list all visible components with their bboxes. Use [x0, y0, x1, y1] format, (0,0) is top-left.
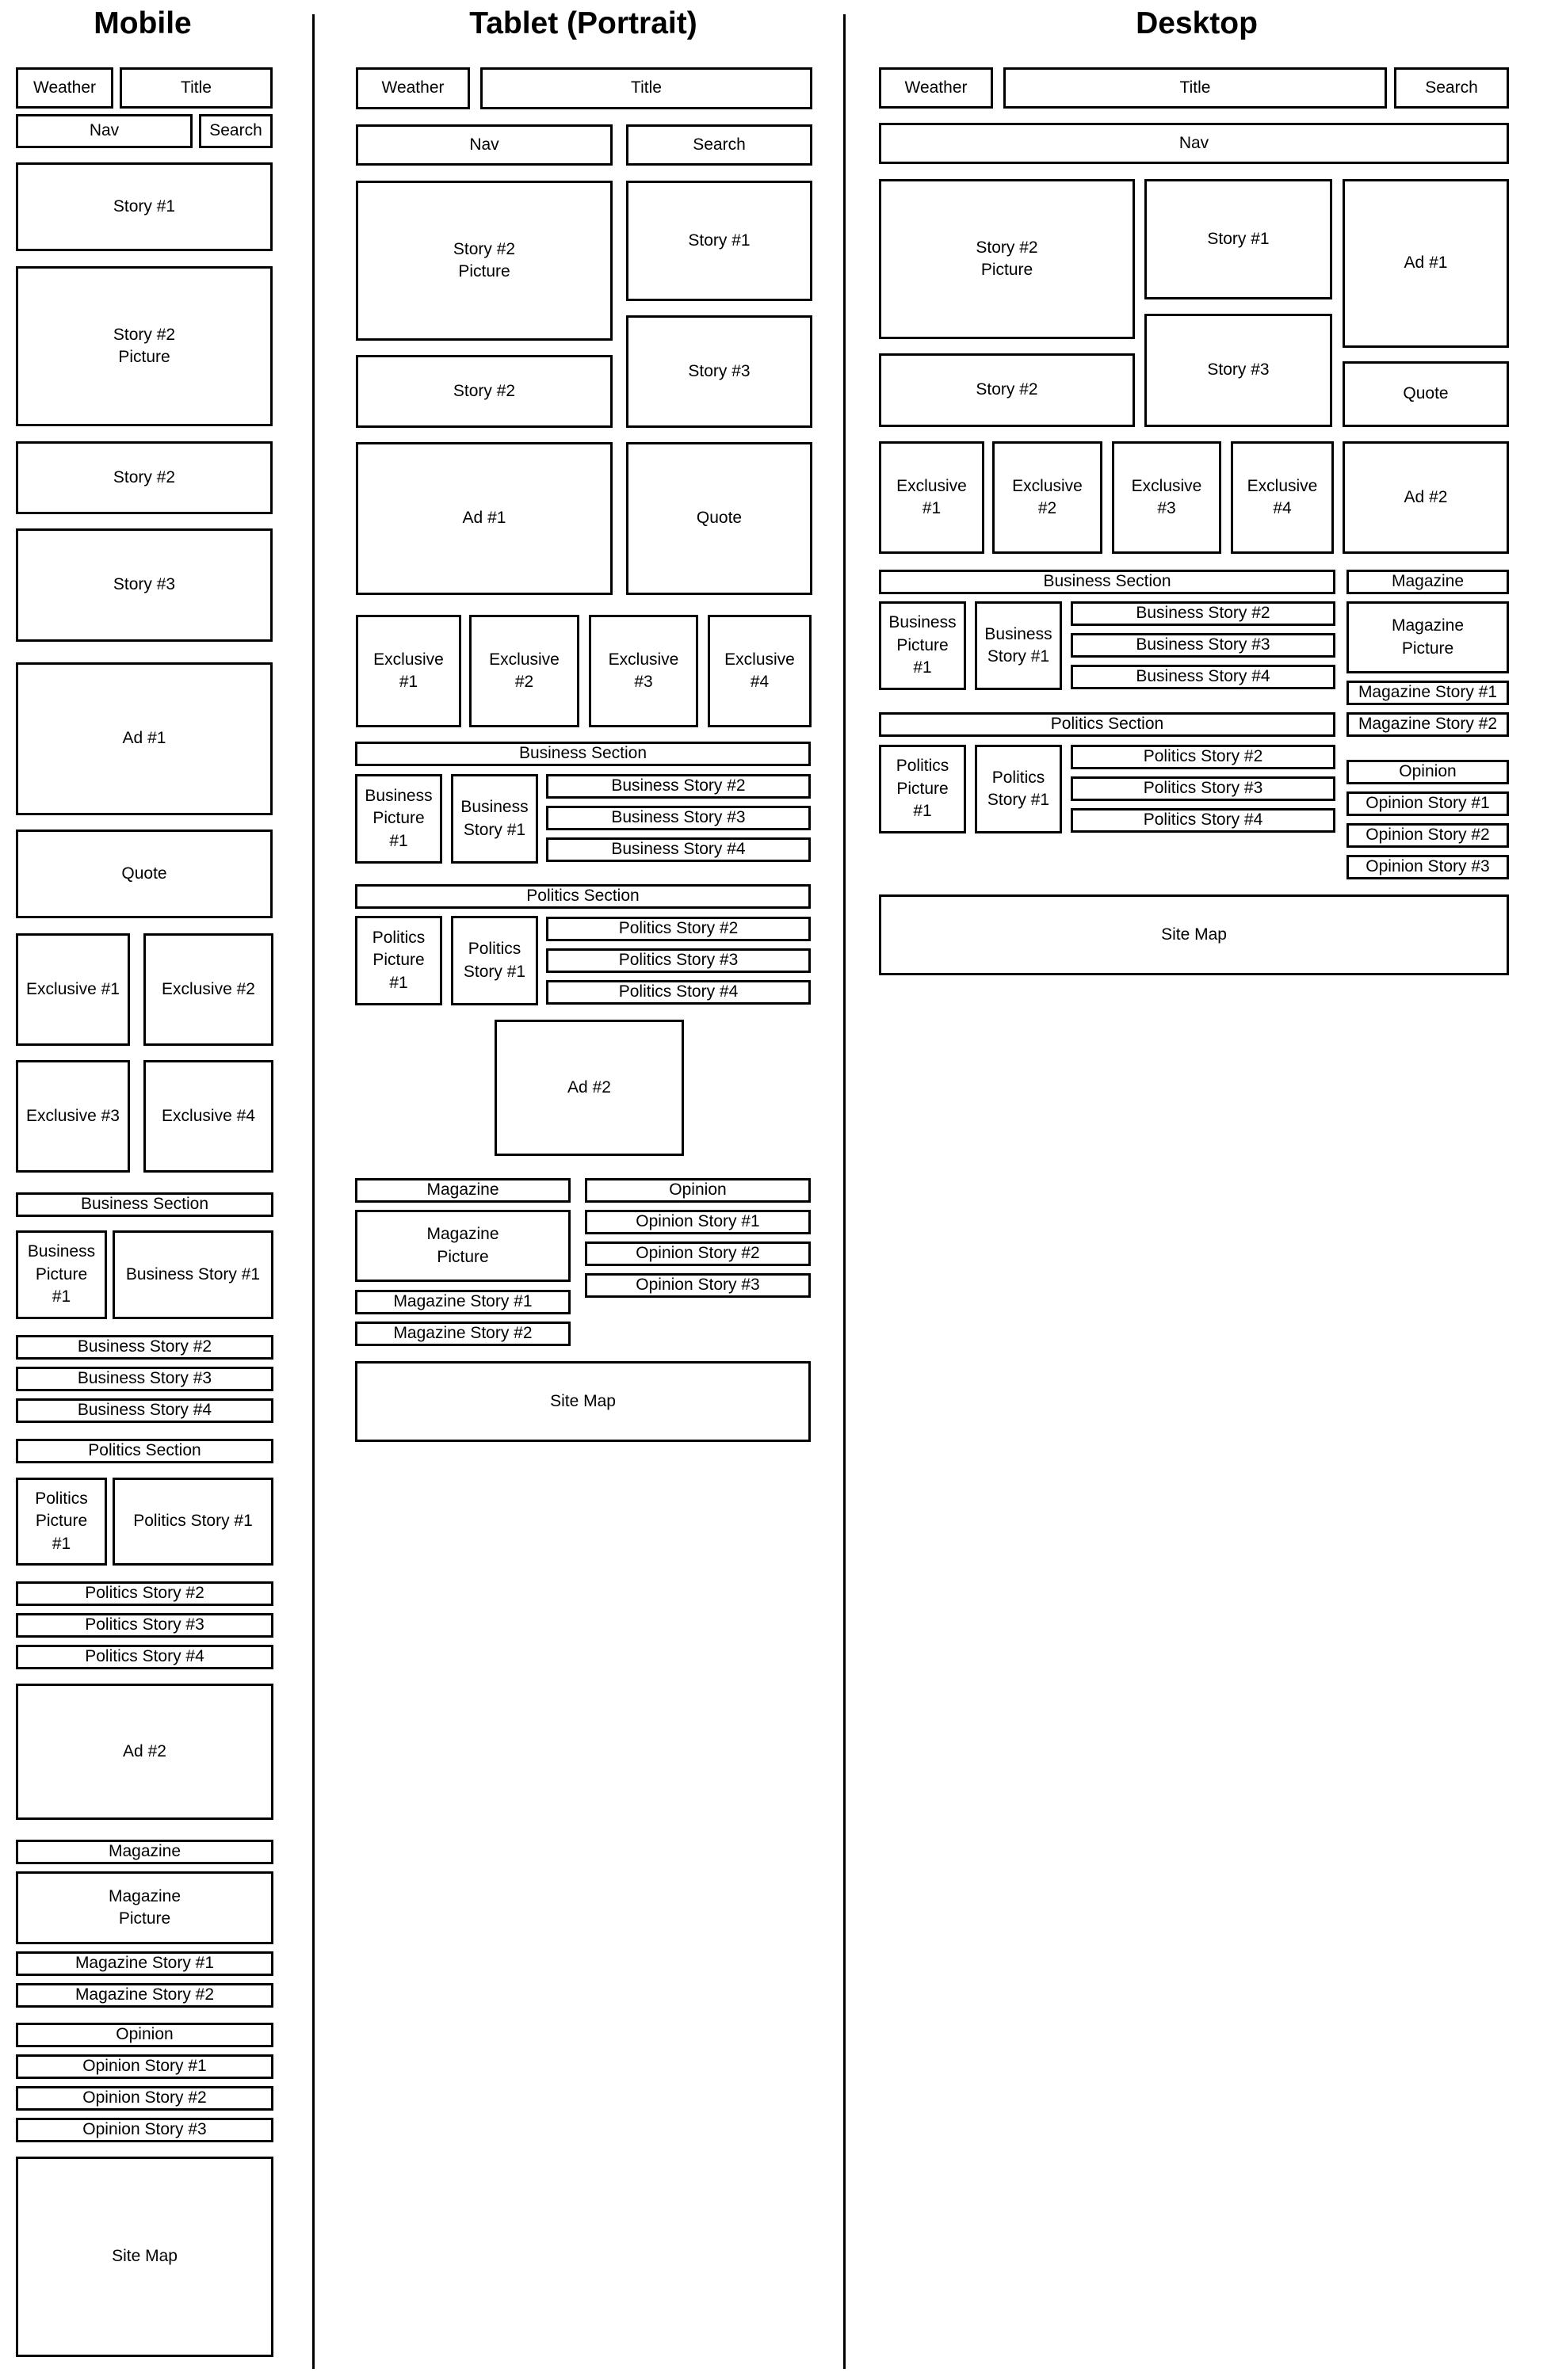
column-divider-left	[312, 14, 315, 2369]
mobile-politics-story2-box: Politics Story #2	[16, 1581, 273, 1606]
tablet-politics-story4-box: Politics Story #4	[546, 980, 811, 1005]
desktop-business-story3-box: Business Story #3	[1071, 633, 1335, 658]
tablet-quote-box: Quote	[626, 442, 812, 595]
tablet-politics-story3-box: Politics Story #3	[546, 948, 811, 973]
tablet-magazine-story1-box: Magazine Story #1	[355, 1290, 571, 1314]
desktop-magazine-story1-box: Magazine Story #1	[1346, 681, 1509, 705]
desktop-opinion-box: Opinion	[1346, 760, 1509, 784]
tablet-opinion-story3-box: Opinion Story #3	[585, 1273, 811, 1298]
mobile-story2-box: Story #2	[16, 441, 273, 514]
tablet-politics-story1-box: Politics Story #1	[451, 916, 538, 1005]
tablet-business-picture1-box: Business Picture #1	[355, 774, 442, 864]
tablet-site-map-box: Site Map	[355, 1361, 811, 1442]
desktop-magazine-box: Magazine	[1346, 570, 1509, 594]
tablet-exclusive2-box: Exclusive #2	[469, 615, 579, 727]
tablet-magazine-story2-box: Magazine Story #2	[355, 1322, 571, 1346]
tablet-magazine-picture-box: Magazine Picture	[355, 1210, 571, 1282]
tablet-business-story1-box: Business Story #1	[451, 774, 538, 864]
tablet-business-story4-box: Business Story #4	[546, 837, 811, 862]
mobile-magazine-story2-box: Magazine Story #2	[16, 1983, 273, 2008]
mobile-business-picture1-box: Business Picture #1	[16, 1230, 107, 1319]
tablet-weather-box: Weather	[356, 67, 470, 109]
desktop-exclusive4-box: Exclusive #4	[1231, 441, 1334, 554]
desktop-story1-box: Story #1	[1144, 179, 1332, 299]
tablet-story2-box: Story #2	[356, 355, 613, 428]
mobile-opinion-story3-box: Opinion Story #3	[16, 2118, 273, 2142]
mobile-magazine-box: Magazine	[16, 1840, 273, 1864]
tablet-ad2-box: Ad #2	[495, 1020, 684, 1156]
tablet-story2-picture-box: Story #2 Picture	[356, 181, 613, 341]
desktop-opinion-story2-box: Opinion Story #2	[1346, 823, 1509, 848]
desktop-politics-story2-box: Politics Story #2	[1071, 745, 1335, 769]
tablet-business-section-box: Business Section	[355, 742, 811, 766]
mobile-header: Mobile	[94, 6, 192, 40]
tablet-politics-section-box: Politics Section	[355, 884, 811, 909]
tablet-header: Tablet (Portrait)	[469, 6, 697, 40]
desktop-nav-box: Nav	[879, 123, 1509, 164]
mobile-story2-picture-box: Story #2 Picture	[16, 266, 273, 426]
desktop-ad1-box: Ad #1	[1343, 179, 1509, 348]
desktop-magazine-story2-box: Magazine Story #2	[1346, 712, 1509, 737]
mobile-nav-box: Nav	[16, 114, 193, 148]
desktop-story3-box: Story #3	[1144, 314, 1332, 427]
mobile-business-story2-box: Business Story #2	[16, 1335, 273, 1360]
mobile-exclusive3-box: Exclusive #3	[16, 1060, 130, 1173]
tablet-story1-box: Story #1	[626, 181, 812, 301]
desktop-site-map-box: Site Map	[879, 894, 1509, 975]
mobile-story1-box: Story #1	[16, 162, 273, 251]
mobile-site-map-box: Site Map	[16, 2157, 273, 2357]
desktop-politics-picture1-box: Politics Picture #1	[879, 745, 966, 833]
desktop-story2-picture-box: Story #2 Picture	[879, 179, 1135, 339]
mobile-title-box: Title	[120, 67, 273, 109]
mobile-exclusive4-box: Exclusive #4	[143, 1060, 273, 1173]
mobile-business-section-box: Business Section	[16, 1192, 273, 1217]
desktop-exclusive1-box: Exclusive #1	[879, 441, 984, 554]
desktop-quote-box: Quote	[1343, 361, 1509, 427]
mobile-politics-section-box: Politics Section	[16, 1439, 273, 1463]
tablet-exclusive4-box: Exclusive #4	[708, 615, 812, 727]
tablet-search-box: Search	[626, 124, 812, 166]
mobile-politics-story1-box: Politics Story #1	[113, 1478, 273, 1566]
mobile-story3-box: Story #3	[16, 528, 273, 642]
desktop-opinion-story3-box: Opinion Story #3	[1346, 855, 1509, 879]
mobile-opinion-story1-box: Opinion Story #1	[16, 2054, 273, 2079]
desktop-title-box: Title	[1003, 67, 1387, 109]
desktop-exclusive3-box: Exclusive #3	[1112, 441, 1221, 554]
mobile-ad1-box: Ad #1	[16, 662, 273, 815]
tablet-politics-story2-box: Politics Story #2	[546, 917, 811, 941]
mobile-business-story3-box: Business Story #3	[16, 1367, 273, 1391]
desktop-business-story1-box: Business Story #1	[975, 601, 1062, 690]
desktop-opinion-story1-box: Opinion Story #1	[1346, 791, 1509, 816]
desktop-business-story2-box: Business Story #2	[1071, 601, 1335, 626]
mobile-quote-box: Quote	[16, 830, 273, 918]
desktop-politics-section-box: Politics Section	[879, 712, 1335, 737]
desktop-politics-story4-box: Politics Story #4	[1071, 808, 1335, 833]
mobile-business-story4-box: Business Story #4	[16, 1398, 273, 1423]
desktop-politics-story1-box: Politics Story #1	[975, 745, 1062, 833]
mobile-exclusive1-box: Exclusive #1	[16, 933, 130, 1046]
mobile-magazine-story1-box: Magazine Story #1	[16, 1951, 273, 1976]
tablet-magazine-box: Magazine	[355, 1178, 571, 1203]
tablet-title-box: Title	[480, 67, 812, 109]
mobile-magazine-picture-box: Magazine Picture	[16, 1871, 273, 1944]
mobile-opinion-story2-box: Opinion Story #2	[16, 2086, 273, 2111]
mobile-politics-story3-box: Politics Story #3	[16, 1613, 273, 1638]
mobile-weather-box: Weather	[16, 67, 113, 109]
desktop-ad2-box: Ad #2	[1343, 441, 1509, 554]
mobile-politics-story4-box: Politics Story #4	[16, 1645, 273, 1669]
tablet-opinion-story2-box: Opinion Story #2	[585, 1241, 811, 1266]
mobile-opinion-box: Opinion	[16, 2023, 273, 2047]
desktop-story2-box: Story #2	[879, 353, 1135, 427]
desktop-exclusive2-box: Exclusive #2	[992, 441, 1102, 554]
desktop-magazine-picture-box: Magazine Picture	[1346, 601, 1509, 673]
tablet-business-story2-box: Business Story #2	[546, 774, 811, 799]
tablet-politics-picture1-box: Politics Picture #1	[355, 916, 442, 1005]
desktop-politics-story3-box: Politics Story #3	[1071, 776, 1335, 801]
desktop-business-story4-box: Business Story #4	[1071, 665, 1335, 689]
mobile-ad2-box: Ad #2	[16, 1684, 273, 1820]
tablet-opinion-story1-box: Opinion Story #1	[585, 1210, 811, 1234]
desktop-weather-box: Weather	[879, 67, 993, 109]
mobile-exclusive2-box: Exclusive #2	[143, 933, 273, 1046]
tablet-business-story3-box: Business Story #3	[546, 806, 811, 830]
desktop-business-section-box: Business Section	[879, 570, 1335, 594]
column-divider-right	[843, 14, 846, 2369]
tablet-opinion-box: Opinion	[585, 1178, 811, 1203]
tablet-ad1-box: Ad #1	[356, 442, 613, 595]
desktop-business-picture1-box: Business Picture #1	[879, 601, 966, 690]
mobile-search-box: Search	[199, 114, 273, 148]
tablet-story3-box: Story #3	[626, 315, 812, 428]
tablet-exclusive3-box: Exclusive #3	[589, 615, 698, 727]
desktop-header: Desktop	[1136, 6, 1258, 40]
tablet-exclusive1-box: Exclusive #1	[356, 615, 461, 727]
desktop-search-box: Search	[1394, 67, 1509, 109]
mobile-politics-picture1-box: Politics Picture #1	[16, 1478, 107, 1566]
tablet-nav-box: Nav	[356, 124, 613, 166]
mobile-business-story1-box: Business Story #1	[113, 1230, 273, 1319]
